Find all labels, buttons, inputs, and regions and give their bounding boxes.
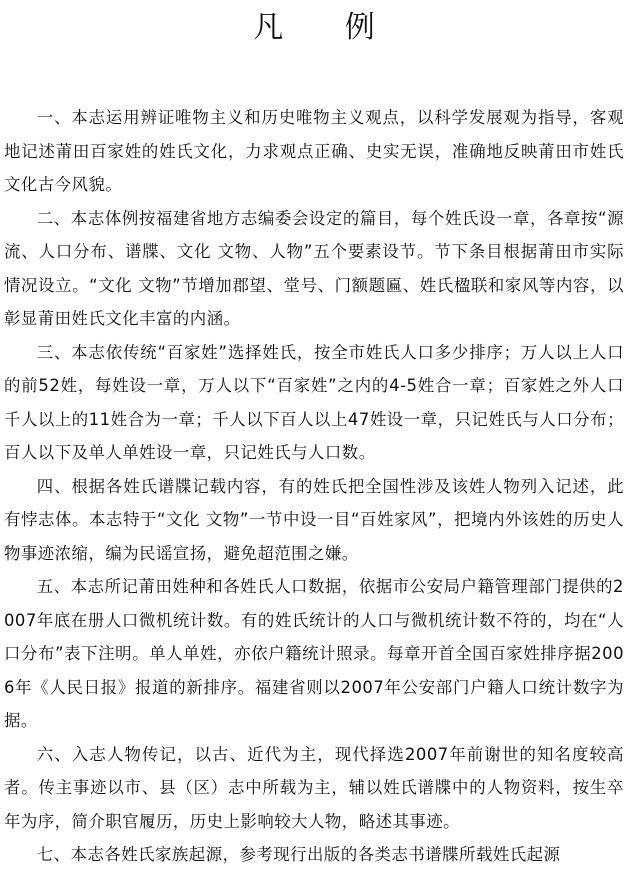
paragraph-1: 一、本志运用辨证唯物主义和历史唯物主义观点，以科学发展观为指导，客观地记述莆田百家姓的姓氏文化，力求观点正确、史实无误，准确地反映莆田市姓氏文化古今风貌。 (4, 108, 624, 194)
body-text (4, 101, 624, 872)
paragraph-3: 三、本志依传统“百家姓”选择姓氏，按全市姓氏人口多少排序；万人以上人口的前52姓，每姓设一章，万人以下“百家姓”之内的4-5姓合一章；百家姓之外人口千人以上的11姓合为一章；千人以下百人以上47姓设一章，只记姓氏与人口分布；百人以下及单人单姓设一章，只记姓氏与人口数。 (4, 342, 624, 462)
paragraph-2: 二、本志体例按福建省地方志编委会设定的篇目，每个姓氏设一章，各章按“源流、人口分布、谱牒、文化 文物、人物”五个要素设节。节下条目根据莆田市实际情况设立。“文化 文物”节增加郡望、堂号、门额题匾、姓氏楹联和家风等内容，以彰显莆田姓氏文化丰富的内涵。 (4, 208, 624, 328)
paragraph-5: 五、本志所记莆田姓种和各姓氏人口数据，依据市公安局户籍管理部门提供的2007年底在册人口微机统计数。有的姓氏统计的人口与微机统计数不符的，均在“人口分布”表下注明。单人单姓，亦依户籍统计照录。每章开首全国百家姓排序据2006年《人民日报》报道的新排序。福建省则以2007年公安部门户籍人口统计数字为据。 (4, 577, 624, 730)
page-title: 凡 例 (253, 10, 401, 45)
paragraph-4: 四、根据各姓氏谱牒记载内容，有的姓氏把全国性涉及该姓人物列入记述，此有悖志体。本志特于“文化 文物”一节中设一目“百姓家风”，把境内外该姓的历史人物事迹浓缩，编为民谣宣扬，避免超范围之嫌。 (4, 476, 624, 563)
paragraph-6: 六、入志人物传记，以古、近代为主，现代择选2007年前谢世的知名度较高者。传主事迹以市、县（区）志中所载为主，辅以姓氏谱牒中的人物资料，按生卒年为序，简介职官履历，历史上影响较大人物，略述其事迹。 (4, 744, 624, 831)
paragraph-7: 七、本志各姓氏家族起源，参考现行出版的各类志书谱牒所载姓氏起源 (36, 845, 561, 864)
